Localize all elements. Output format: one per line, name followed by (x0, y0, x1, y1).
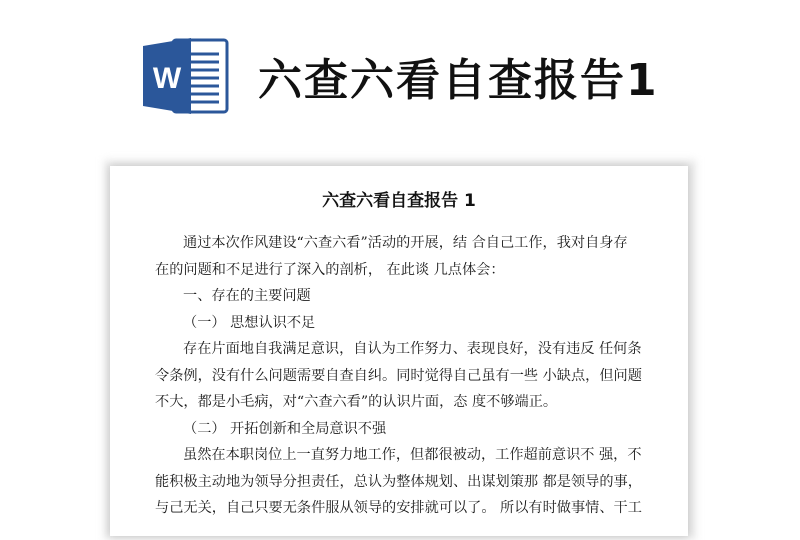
banner-title: 六查六看自查报告1 (258, 55, 659, 106)
paragraph-line: 虽然在本职岗位上一直努力地工作，但都很被动，工作超前意识不 强，不 (183, 447, 642, 463)
paragraph-line: 在的问题和不足进行了深入的剖析， 在此谈 几点体会： (155, 261, 505, 278)
paragraph-line: 令条例，没有什么问题需要自查自纠。同时觉得自己虽有一些 小缺点，但问题 (155, 367, 642, 384)
svg-text:W: W (152, 62, 182, 95)
document-body (155, 230, 657, 522)
subsection-heading: （二） 开拓创新和全局意识不强 (183, 420, 387, 437)
banner (0, 0, 800, 140)
paragraph-line: 能积极主动地为领导分担责任，总认为整体规划、出谋划策那 都是领导的事， (155, 473, 642, 490)
document-page (110, 166, 688, 536)
paragraph-line: 通过本次作风建设“六查六看”活动的开展，结 合自己工作，我对自身存 (183, 235, 628, 251)
paragraph-line: 存在片面地自我满足意识，自认为工作努力、表现良好，没有违反 任何条 (183, 341, 642, 357)
subsection-heading: （一） 思想认识不足 (183, 314, 316, 331)
paragraph-line: 与己无关，自己只要无条件服从领导的安排就可以了。 所以有时做事情、干工 (155, 500, 642, 516)
paragraph-line: 不大，都是小毛病，对“六查六看”的认识片面，态 度不够端正。 (155, 394, 558, 410)
word-icon (143, 36, 229, 116)
document-title: 六查六看自查报告 1 (322, 191, 476, 211)
section-heading: 一、存在的主要问题 (183, 288, 311, 304)
